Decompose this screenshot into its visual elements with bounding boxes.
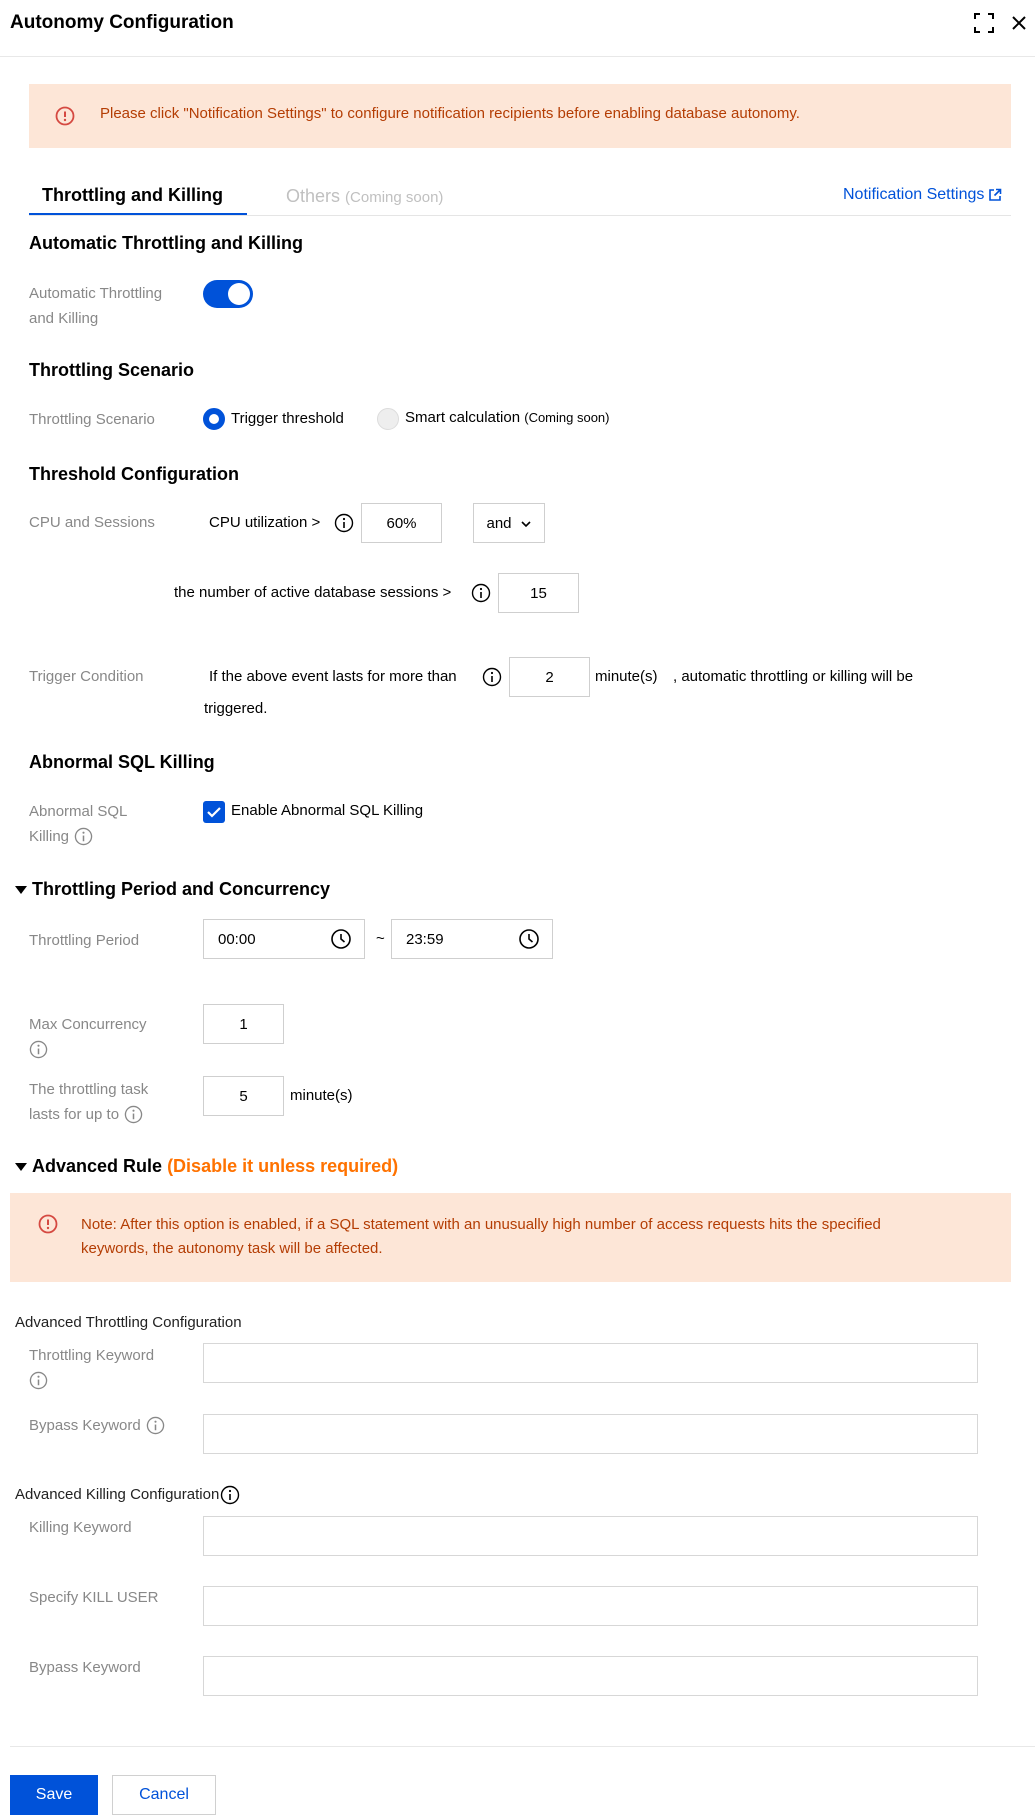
- trigger-duration-input[interactable]: 2: [509, 657, 590, 697]
- sessions-input[interactable]: 15: [498, 573, 579, 613]
- killing-keyword-input[interactable]: [203, 1516, 978, 1556]
- advanced-warning-text: (Disable it unless required): [167, 1156, 399, 1176]
- auto-section-title: Automatic Throttling and Killing: [29, 233, 303, 253]
- task-label-line2: lasts for up to: [29, 1106, 120, 1123]
- sessions-info-icon[interactable]: [471, 583, 491, 603]
- footer-divider: [10, 1746, 1035, 1747]
- tab-throttling-killing[interactable]: Throttling and Killing: [42, 185, 223, 205]
- sessions-text: the number of active database sessions >: [174, 584, 452, 601]
- advanced-title-text: Advanced Rule: [32, 1156, 163, 1176]
- scenario-label: Throttling Scenario: [29, 411, 155, 428]
- radio-trigger-threshold[interactable]: [203, 408, 225, 430]
- throttling-period-label: Throttling Period: [29, 932, 140, 949]
- auto-label-line2: and Killing: [29, 310, 99, 327]
- auto-label: [29, 281, 162, 331]
- advanced-killing-config-text: Advanced Killing Configuration: [15, 1486, 220, 1503]
- bypass-keyword-text: Bypass Keyword: [29, 1417, 141, 1434]
- auto-toggle[interactable]: [203, 280, 253, 308]
- throttling-keyword-info-icon[interactable]: [29, 1371, 48, 1390]
- max-concurrency-label: [29, 1012, 147, 1059]
- task-info-icon[interactable]: [124, 1105, 143, 1124]
- abnormal-checkbox-label: Enable Abnormal SQL Killing: [231, 802, 424, 819]
- alert-text: Please click "Notification Settings" to configure notification recipients before enabling database autonomy.: [100, 105, 800, 122]
- collapse-triangle-icon[interactable]: [14, 1160, 28, 1174]
- clock-icon: [518, 928, 540, 950]
- abnormal-label-line2-wrap: [29, 824, 127, 849]
- advanced-note-text: [81, 1213, 881, 1261]
- advanced-note-line1: Note: After this option is enabled, if a SQL statement with an unusually high number of access requests hits the specified: [81, 1216, 881, 1233]
- bypass-keyword-input[interactable]: [203, 1414, 978, 1454]
- logic-select-value: and: [486, 514, 512, 532]
- alert-icon: [38, 1214, 58, 1234]
- period-start-input[interactable]: [203, 919, 365, 959]
- killing-bypass-keyword-input[interactable]: [203, 1656, 978, 1696]
- cancel-button[interactable]: Cancel: [112, 1775, 216, 1815]
- advanced-section-title[interactable]: [32, 1156, 398, 1177]
- period-separator: ~: [376, 930, 385, 947]
- max-concurrency-text: Max Concurrency: [29, 1016, 147, 1033]
- tab-divider: [29, 215, 1011, 216]
- cpu-info-icon[interactable]: [334, 513, 354, 533]
- advanced-throttling-config-title: Advanced Throttling Configuration: [15, 1314, 242, 1331]
- task-label-line2-wrap: [29, 1102, 148, 1127]
- abnormal-label: [29, 799, 127, 849]
- notification-settings-label: Notification Settings: [843, 186, 985, 203]
- throttling-keyword-input[interactable]: [203, 1343, 978, 1383]
- logic-select[interactable]: [473, 503, 545, 543]
- period-end-value: 23:59: [406, 930, 444, 948]
- save-button[interactable]: Save: [10, 1775, 98, 1815]
- fullscreen-icon[interactable]: [973, 12, 995, 34]
- cpu-utilization-text: CPU utilization >: [209, 514, 321, 531]
- threshold-section-title: Threshold Configuration: [29, 464, 239, 484]
- killing-config-info-icon[interactable]: [220, 1485, 240, 1505]
- smart-calculation-text: Smart calculation: [405, 409, 521, 426]
- abnormal-label-line2: Killing: [29, 828, 70, 845]
- period-start-value: 00:00: [218, 930, 256, 948]
- max-concurrency-info-icon[interactable]: [29, 1040, 48, 1059]
- kill-user-label: Specify KILL USER: [29, 1589, 159, 1606]
- tab-others-suffix: (Coming soon): [345, 189, 444, 206]
- abnormal-info-icon[interactable]: [74, 827, 93, 846]
- radio-trigger-threshold-label: Trigger threshold: [231, 410, 344, 427]
- smart-calculation-suffix: (Coming soon): [524, 410, 610, 425]
- auto-label-line1: Automatic Throttling: [29, 285, 163, 302]
- cpu-sessions-label: CPU and Sessions: [29, 514, 155, 531]
- throttling-keyword-label: [29, 1343, 154, 1390]
- collapse-triangle-icon[interactable]: [14, 883, 28, 897]
- trigger-condition-label: Trigger Condition: [29, 668, 144, 685]
- radio-smart-calculation-label: [405, 407, 610, 429]
- kill-user-input[interactable]: [203, 1586, 978, 1626]
- checkmark-icon: [203, 801, 225, 823]
- chevron-down-icon: [520, 517, 532, 529]
- killing-keyword-label: Killing Keyword: [29, 1519, 132, 1536]
- cpu-utilization-input[interactable]: 60%: [361, 503, 442, 543]
- toggle-knob: [228, 283, 250, 305]
- abnormal-checkbox[interactable]: [203, 801, 225, 823]
- abnormal-label-line1: Abnormal SQL: [29, 803, 128, 820]
- trigger-text-line2: triggered.: [204, 700, 268, 717]
- throttling-keyword-text: Throttling Keyword: [29, 1347, 155, 1364]
- bypass-keyword-info-icon[interactable]: [146, 1416, 165, 1435]
- radio-smart-calculation: [377, 408, 399, 430]
- advanced-note-line2: keywords, the autonomy task will be affected.: [81, 1240, 383, 1257]
- advanced-killing-config-title: [15, 1484, 240, 1506]
- close-icon[interactable]: [1008, 12, 1030, 34]
- trigger-unit: minute(s): [595, 668, 658, 685]
- trigger-text-after: , automatic throttling or killing will be: [673, 668, 914, 685]
- scenario-section-title: Throttling Scenario: [29, 360, 195, 380]
- advanced-note-alert: [10, 1193, 1011, 1282]
- task-label-line1: The throttling task: [29, 1081, 149, 1098]
- notification-alert: [29, 84, 1011, 148]
- period-end-input[interactable]: [391, 919, 553, 959]
- task-duration-input[interactable]: 5: [203, 1076, 284, 1116]
- dialog-title: Autonomy Configuration: [10, 12, 234, 33]
- abnormal-section-title: Abnormal SQL Killing: [29, 752, 215, 772]
- external-link-icon: [988, 188, 1002, 202]
- header-divider: [0, 56, 1035, 57]
- alert-icon: [55, 106, 75, 126]
- clock-icon: [330, 928, 352, 950]
- trigger-info-icon[interactable]: [482, 667, 502, 687]
- max-concurrency-input[interactable]: 1: [203, 1004, 284, 1044]
- task-duration-label: [29, 1077, 148, 1127]
- task-duration-unit: minute(s): [290, 1087, 353, 1104]
- killing-bypass-keyword-label: Bypass Keyword: [29, 1659, 141, 1676]
- period-section-title[interactable]: Throttling Period and Concurrency: [32, 879, 331, 899]
- bypass-keyword-label: [29, 1413, 165, 1438]
- notification-settings-link[interactable]: [843, 186, 1002, 204]
- tab-others-label: Others: [286, 186, 341, 206]
- trigger-text-before: If the above event lasts for more than: [209, 668, 457, 685]
- tab-others: [286, 186, 443, 207]
